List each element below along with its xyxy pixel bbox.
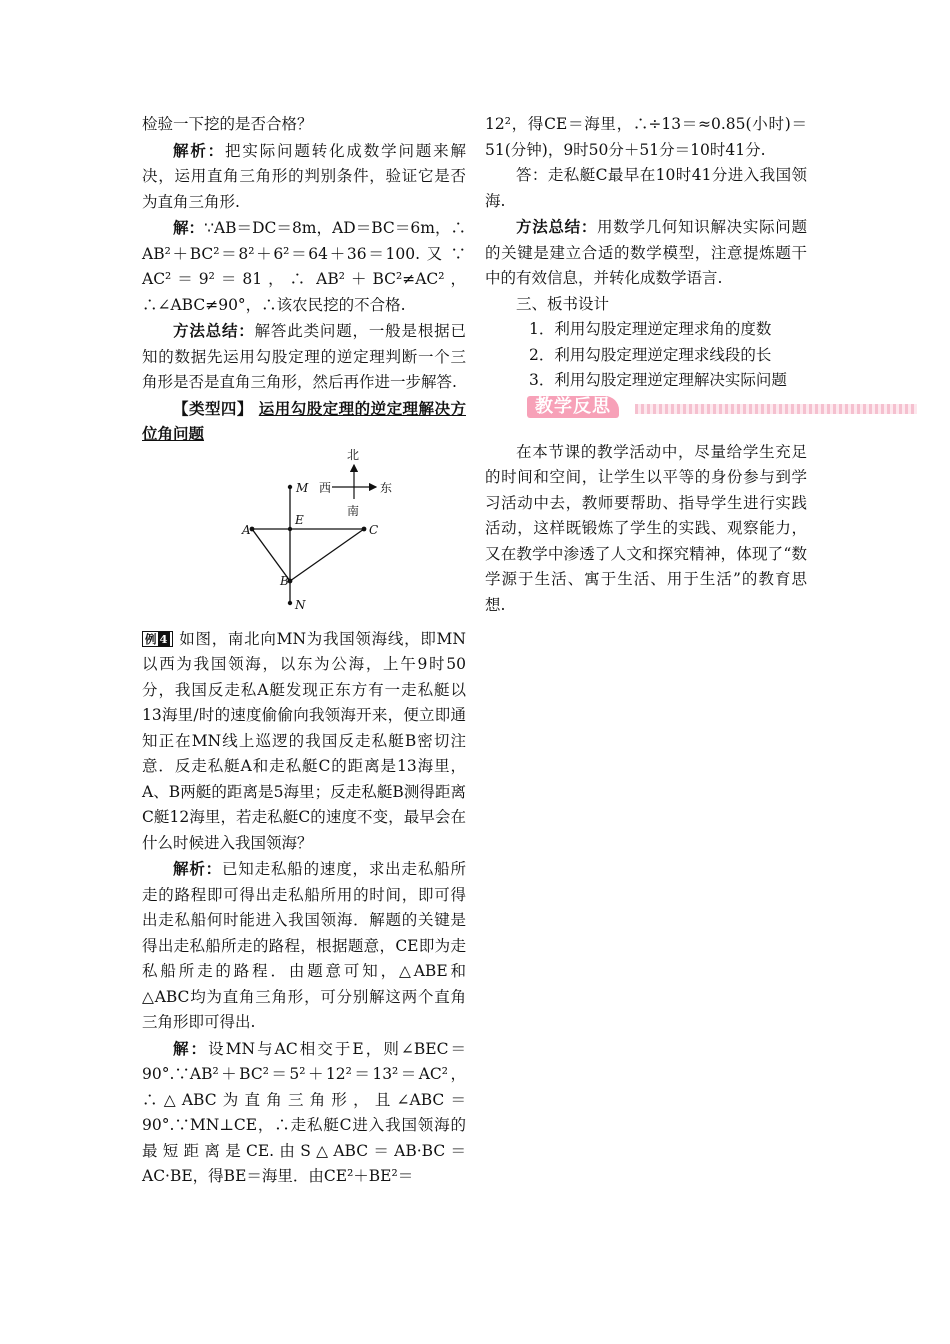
type-label: 【类型四】 <box>173 398 253 418</box>
summary-label: 方法总结： <box>516 217 598 236</box>
reflection-text: 在本节课的教学活动中，尽量给学生充足的时间和空间，让学生以平等的身份参与到学习活动中去，教师要帮助、指导学生进行实践活动，这样既锻炼了学生的实践、观察能力，又在教学中渗透了人文和探究精神，体现了“数学源于生活、寓于生活、用于生活”的教育思想. <box>485 442 807 614</box>
analysis-2 <box>142 856 466 1036</box>
summary-label: 方法总结： <box>173 321 255 340</box>
compass-north: 北 <box>347 447 360 462</box>
analysis-1 <box>142 138 466 216</box>
point-c <box>362 526 367 531</box>
analysis-text: 已知走私船的速度，求出走私船所走的路程即可得出走私船所用的时间，即可得出走私船何时能进入我国领海．解题的关键是得出走私船所走的路程，根据题意，CE即为走私船所走的路程．由题意可知，△ABE和△ABC均为直角三角形，可分别解这两个直角三角形即可得出. <box>142 860 466 1031</box>
point-e <box>288 526 292 530</box>
analysis-text: 把实际问题转化成数学问题来解决，运用直角三角形的判别条件，验证它是否为直角三角形. <box>142 141 466 211</box>
compass-east: 东 <box>380 480 393 495</box>
solution-continued: 12²，得CE＝海里，∴÷13＝≈0.85(小时)＝51(分钟)，9时50分＋51分＝10时41分. <box>485 115 807 159</box>
type-four-heading <box>142 396 466 447</box>
solution-2 <box>142 1036 466 1190</box>
solution-text: ∵AB＝DC＝8m，AD＝BC＝6m，∴ AB²＋BC²＝8²＋6²＝64＋36＝100. 又 ∵ AC²＝9²＝81，∴ AB²＋BC²≠AC²，∴∠ABC≠90°，∴该农民挖的不合格. <box>142 219 466 314</box>
answer: 答：走私艇C最早在10时41分进入我国领海. <box>485 166 807 210</box>
label-n: N <box>295 597 306 612</box>
analysis-label: 解析： <box>173 859 222 878</box>
board-item: 1．利用勾股定理逆定理求角的度数 <box>529 320 772 338</box>
question-tail: 检验一下挖的是否合格？ <box>142 115 313 133</box>
figure-svg <box>142 447 466 627</box>
section-heading-board-design: 三、板书设计 <box>516 294 610 313</box>
label-e: E <box>295 512 304 527</box>
method-summary-2 <box>485 214 807 292</box>
example-badge: 例 4 <box>142 631 173 647</box>
banner-dotted-bar <box>635 404 917 414</box>
summary-text: 解答此类问题，一般是根据已知的数据先运用勾股定理的逆定理判断一个三角形是否是直角三角形，然后再作进一步解答. <box>142 322 466 391</box>
type-title: 运用勾股定理的逆定理解决方位角问题 <box>142 398 466 443</box>
label-b: B <box>280 573 289 588</box>
direction-figure <box>142 447 466 627</box>
summary-text: 用数学几何知识解决实际问题的关键是建立合适的数学模型，注意提炼题干中的有效信息，并转化成数学语言. <box>485 218 807 287</box>
point-m <box>288 484 292 488</box>
label-a: A <box>242 522 251 537</box>
solution-1 <box>142 215 466 318</box>
banner-title: 教学反思 <box>527 396 619 418</box>
left-column <box>142 112 466 1190</box>
example-text: 如图，南北向MN为我国领海线，即MN以西为我国领海，以东为公海，上午9时50分，我国反走私A艇发现正东方有一走私艇以13海里/时的速度偷偷向我领海开来，便立即通知正在MN线上巡逻的我国反走私艇B密切注意．反走私艇A和走私艇C的距离是13海里，A、B两艇的距离是5海里；反走私艇B测得距离C艇12海里，若走私艇C的速度不变，最早会在什么时候进入我国领海？ <box>142 629 466 852</box>
compass-south: 南 <box>347 503 360 518</box>
point-n <box>288 600 292 604</box>
analysis-label: 解析： <box>173 140 226 160</box>
compass-west: 西 <box>319 480 332 495</box>
solution-label: 解： <box>173 1038 209 1058</box>
method-summary-1 <box>142 318 466 396</box>
solution-text: 设MN与AC相交于E，则∠BEC＝90°.∵AB²＋BC²＝5²＋12²＝13²＝AC²，∴△ABC为直角三角形，且∠ABC＝90°.∵MN⊥CE，∴走私艇C进入我国领海的最短距离是CE.由S△ABC＝AB·BC＝AC·BE，得BE＝海里．由CE²＋BE²＝ <box>142 1039 466 1185</box>
label-c: C <box>369 522 379 537</box>
board-item: 2．利用勾股定理逆定理求线段的长 <box>529 345 772 364</box>
solution-label: 解： <box>173 218 205 237</box>
example-4 <box>142 627 466 857</box>
segment-bc <box>290 529 364 581</box>
reflection-banner <box>485 396 807 424</box>
board-item: 3．利用勾股定理逆定理解决实际问题 <box>529 371 787 389</box>
right-column <box>485 112 807 618</box>
label-m: M <box>296 480 309 495</box>
